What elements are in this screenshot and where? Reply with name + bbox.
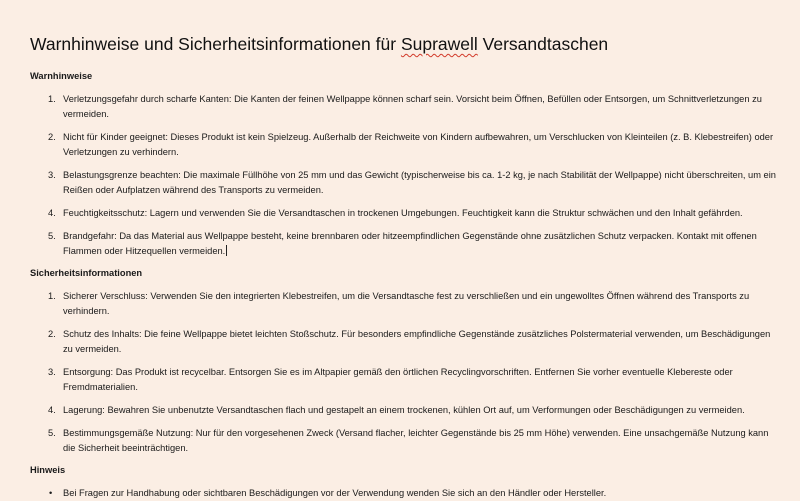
list-item [30, 365, 776, 395]
bullet-icon: • [49, 488, 53, 498]
list-item-text: Schutz des Inhalts: Die feine Wellpappe bietet leichten Stoßschutz. Für besonders empfindliche Gegenstände zusätzliches Polstermaterial verwenden, um Beschädigungen zu vermeiden. [63, 329, 771, 354]
document-title [30, 33, 776, 55]
list-number: 2. [48, 132, 56, 142]
list-number: 5. [48, 231, 56, 241]
section-heading: Sicherheitsinformationen [30, 268, 143, 278]
list-item-text: Entsorgung: Das Produkt ist recycelbar. Entsorgen Sie es im Altpapier gemäß den örtlichen Recyclingvorschriften. Entfernen Sie vorher eventuelle Klebereste oder Fremdmaterialien. [63, 367, 733, 392]
numbered-list [30, 92, 776, 259]
list-number: 3. [48, 170, 56, 180]
list-number: 4. [48, 208, 56, 218]
list-item [30, 403, 776, 418]
list-item [30, 327, 776, 357]
list-item-text: Bestimmungsgemäße Nutzung: Nur für den vorgesehenen Zweck (Versand flacher, leichter Gegenstände bis 25 mm Höhe) verwenden. Eine unsachgemäße Nutzung kann die Sicherheit beeinträchtigen. [63, 428, 769, 453]
list-number: 4. [48, 405, 56, 415]
list-item-text: Sicherer Verschluss: Verwenden Sie den integrierten Klebestreifen, um die Versandtasche fest zu verschließen und ein ungewolltes Öffnen während des Transports zu verhindern. [63, 291, 750, 316]
list-item-text: Verletzungsgefahr durch scharfe Kanten: Die Kanten der feinen Wellpappe können scharf sein. Vorsicht beim Öffnen, Befüllen oder Entsorgen, um Schnittverletzungen zu vermeiden. [63, 94, 762, 119]
title-prefix: Warnhinweise und Sicherheitsinformationen für [30, 34, 401, 54]
list-item-text: Bei Fragen zur Handhabung oder sichtbaren Beschädigungen vor der Verwendung wenden Sie sich an den Händler oder Hersteller. [63, 488, 607, 498]
list-number: 2. [48, 329, 56, 339]
section-heading: Warnhinweise [30, 71, 93, 81]
list-item [30, 168, 776, 198]
title-suffix: Versandtaschen [477, 34, 609, 54]
list-item [30, 486, 776, 501]
list-item-text: Lagerung: Bewahren Sie unbenutzte Versandtaschen flach und gestapelt an einem trockenen, kühlen Ort auf, um Verformungen oder Beschädigungen zu vermeiden. [63, 405, 745, 415]
list-item-text: Nicht für Kinder geeignet: Dieses Produkt ist kein Spielzeug. Außerhalb der Reichweite von Kindern aufbewahren, um Verschlucken von Kleinteilen (z. B. Klebestreifen) oder Verletzungen zu verhindern. [63, 132, 774, 157]
list-item [30, 206, 776, 221]
list-item [30, 289, 776, 319]
list-item-text: Feuchtigkeitsschutz: Lagern und verwenden Sie die Versandtaschen in trockenen Umgebungen. Feuchtigkeit kann die Struktur schwächen und den Inhalt gefährden. [63, 208, 743, 218]
title-brand: Suprawell [400, 34, 478, 54]
list-item [30, 229, 776, 259]
list-item [30, 92, 776, 122]
section-sicherheitsinformationen [30, 267, 776, 456]
section-heading: Hinweis [30, 465, 66, 475]
section-warnhinweise [30, 70, 776, 259]
text-cursor [226, 245, 227, 256]
list-number: 1. [48, 291, 56, 301]
list-item-text: Brandgefahr: Da das Material aus Wellpappe besteht, keine brennbaren oder hitzeempfindlichen Gegenstände ohne zusätzlichen Schutz verpacken. Kontakt mit offenen Flammen oder Hitzequellen vermeiden. [63, 231, 757, 256]
list-item [30, 130, 776, 160]
list-number: 3. [48, 367, 56, 377]
list-item [30, 426, 776, 456]
numbered-list [30, 289, 776, 456]
bullet-list [30, 486, 776, 501]
section-hinweis [30, 464, 776, 501]
list-number: 5. [48, 428, 56, 438]
list-number: 1. [48, 94, 56, 104]
list-item-text: Belastungsgrenze beachten: Die maximale Füllhöhe von 25 mm und das Gewicht (typischerweise bis ca. 1-2 kg, je nach Stabilität der Wellpappe) nicht überschreiten, um ein Reißen oder Aufplatzen während des Transports zu vermeiden. [63, 170, 776, 195]
